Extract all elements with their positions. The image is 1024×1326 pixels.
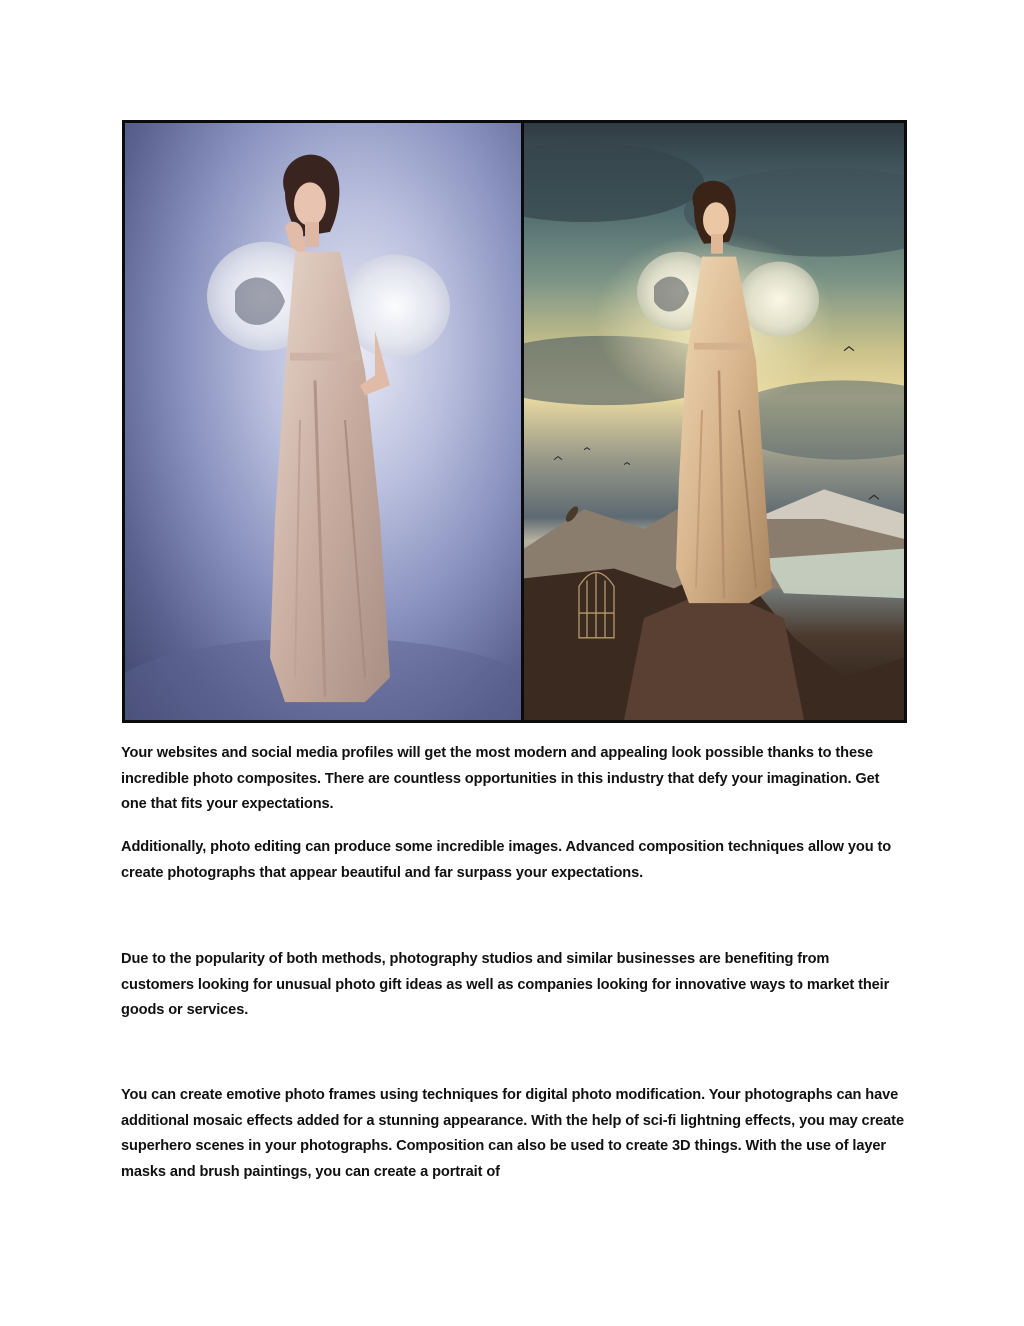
paragraph-photo-composites: Your websites and social media profiles will get the most modern and appealing look possible thanks to these incredible photo composites. There are countless opportunities in this industry that defy your imagination. Get one that fits your expectations. xyxy=(121,745,880,812)
composite-photo-panel xyxy=(524,123,904,720)
studio-photo-panel xyxy=(125,123,523,720)
paragraph-popularity: Due to the popularity of both methods, photography studios and similar businesses are benefiting from customers looking for unusual photo gift ideas as well as companies looking for innovative ways to market their goods or services. xyxy=(121,951,890,1018)
studio-model-illustration xyxy=(125,123,523,720)
paragraph-photo-editing: Additionally, photo editing can produce some incredible images. Advanced composition techniques allow you to create photographs that appear beautiful and far surpass your expectations. xyxy=(121,839,892,881)
paragraph-techniques: You can create emotive photo frames using techniques for digital photo modification. Your photographs can have additional mosaic effects added for a stunning appearance. With the help of sci-fi lightning effects, you may create superhero scenes in your photographs. Composition can also be used to create 3D things. With the use of layer masks and brush paintings, you can create a portrait of xyxy=(121,1087,904,1180)
before-after-photo-comparison xyxy=(122,120,907,723)
composite-scene-illustration xyxy=(524,123,904,720)
